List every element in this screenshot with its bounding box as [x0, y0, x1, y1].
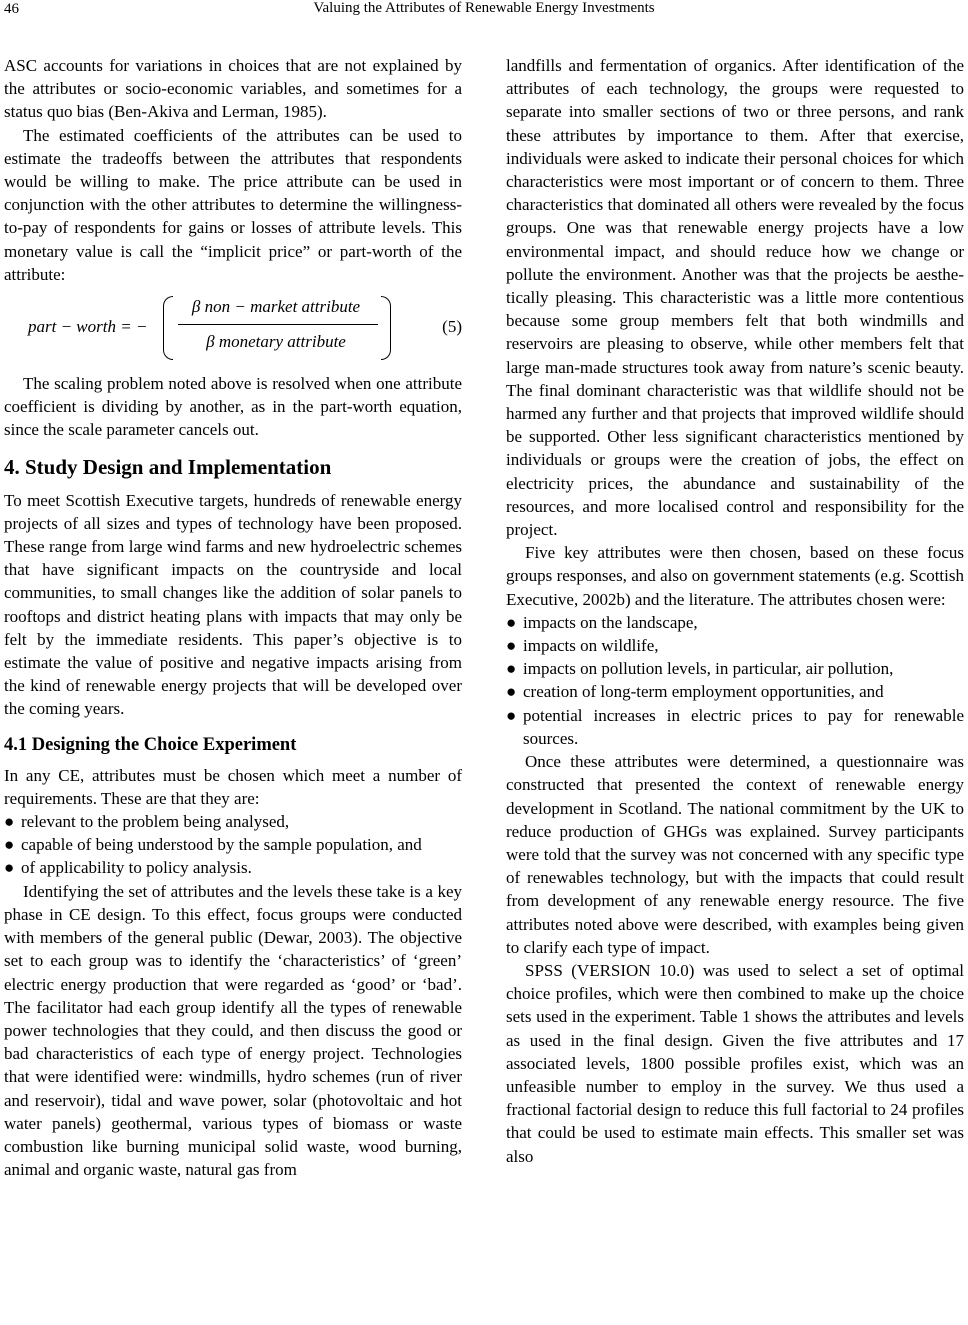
list-item-text: impacts on pollution levels, in particular, air pollution, — [523, 659, 894, 679]
list-item — [506, 704, 964, 750]
part-worth-equation — [4, 290, 462, 368]
page-number: 46 — [4, 1, 19, 17]
paragraph: landfills and fermentation of organics. After identification of the attributes of each technology, the groups were requested to separate into smaller sections of two or three persons, and rank these attributes by importance to them. After that exercise, individuals were asked to indicate their personal choices for which characteristics were most important or of concern to them. Three characteristics that dominated all others were revealed by the focus groups. One was that renewable energy projects have a low environmental impact, and should reduce how we change or pollute the environment. Another was that the projects be aesthe- tically pleasing. This characteristic was a little more contentious because some group members felt that both windmills and reservoirs are pleasing to observe, while other members felt that large man-made structures took away from nature’s scenic beauty. The final dominant characteristic was that wildlife should not be harmed any further and that projects that improved wildlife should be supported. Other less significant characteristics mentioned by individuals or groups were the creation of jobs, the effect on electricity prices, the abundance and sustainability of the resources, and more localised control and responsibility for the project. — [506, 56, 964, 540]
list-item — [506, 634, 964, 657]
bullet-icon: ● — [4, 812, 15, 832]
list-item-text: capable of being understood by the sample population, and — [21, 835, 422, 855]
left-column — [4, 54, 462, 1181]
page-header — [0, 0, 968, 22]
attributes-list — [506, 611, 964, 750]
equation-numerator: β non − market attribute — [191, 297, 361, 317]
list-item — [506, 611, 964, 634]
list-item-text: impacts on the landscape, — [523, 612, 698, 632]
bullet-icon: ● — [4, 835, 15, 855]
list-item-text: relevant to the problem being analysed, — [21, 812, 290, 832]
right-column — [506, 54, 964, 1168]
paragraph: The estimated coefficients of the attributes can be used to estimate the tradeoffs between the attributes that respondents would be willing to make. The price attribute can be used in conjunction with the other attributes to determine the willingness-to-pay of respondents for gains or losses of attribute levels. This monetary value is call the “implicit price” or part-worth of the attribute: — [4, 125, 462, 284]
paragraph: SPSS (VERSION 10.0) was used to select a set of optimal choice profiles, which were then combined to make up the choice sets used in the experiment. Table 1 shows the attributes and levels as used in the final design. Given the five attributes and 17 associated levels, 1800 possible profiles exist, which was an unfeasible number to employ in the survey. We thus used a fractional factorial design to reduce this full factorial to 24 profiles that could be used to estimate main effects. This smaller set was also — [506, 960, 964, 1166]
list-item-text: creation of long-term employment opportunities, and — [523, 682, 884, 702]
equation-number: (5) — [442, 317, 462, 337]
list-item — [506, 680, 964, 703]
list-item — [4, 833, 462, 856]
right-parenthesis — [381, 296, 391, 360]
subsection-heading: 4.1 Designing the Choice Experiment — [4, 734, 297, 755]
paragraph: ASC accounts for variations in choices that are not explained by the attributes or socio-economic variables, and sometimes for a status quo bias (Ben-Akiva and Lerman, 1985). — [4, 56, 462, 122]
left-parenthesis — [163, 296, 173, 360]
paragraph: To meet Scottish Executive targets, hundreds of renewable energy projects of all sizes and types of technology have been proposed. These range from large wind farms and new hydroelectric schemes that have significant impacts on the countryside and local communities, to small changes like the addition of solar panels to rooftops and district heating plans with impacts that may only be felt by the immediate residents. This paper’s objective is to estimate the value of positive and negative impacts arising from the kind of renewable energy projects that will be developed over the coming years. — [4, 490, 462, 719]
section-heading: 4. Study Design and Implementation — [4, 454, 332, 479]
list-item-text: impacts on wildlife, — [523, 636, 659, 656]
equation-denominator: β monetary attribute — [206, 332, 346, 352]
paragraph: Once these attributes were determined, a questionnaire was constructed that presented the context of renewable energy development in Scotland. The national commitment by the UK to reduce production of GHGs was explained. Survey participants were told that the survey was not concerned with any specific type of renewables technology, but with the impacts that could result from development of any renewable energy resource. The five attributes noted above were described, with examples being given to clarify each type of impact. — [506, 752, 964, 957]
requirements-list — [4, 810, 462, 880]
list-item — [4, 856, 462, 879]
bullet-icon: ● — [506, 612, 517, 632]
paragraph: In any CE, attributes must be chosen which meet a number of requirements. These are that they are: — [4, 765, 462, 808]
bullet-icon: ● — [506, 705, 517, 725]
bullet-icon: ● — [4, 858, 15, 878]
bullet-icon: ● — [506, 636, 517, 656]
list-item — [4, 810, 462, 833]
fraction-bar — [178, 324, 378, 325]
list-item-text: of applicability to policy analysis. — [21, 858, 252, 878]
bullet-icon: ● — [506, 682, 517, 702]
running-title: Valuing the Attributes of Renewable Energy Investments — [313, 0, 655, 16]
paragraph: The scaling problem noted above is resolved when one attribute coefficient is dividing by another, as in the part-worth equation, since the scale parameter cancels out. — [4, 374, 462, 440]
paragraph: Identifying the set of attributes and the levels these take is a key phase in CE design. To this effect, focus groups were conducted with members of the general public (Dewar, 2003). The objective set to each group was to identify the ‘characteristics’ of ‘green’ electric energy production that were regarded as ‘good’ or ‘bad’. The facilitator had each group identify all the types of renewable power technologies that they could, and then discuss the good or bad characteristics of each type of energy project. Technologies that were identified were: windmills, hydro schemes (run of river and reservoir), tidal and wave power, solar (photovoltaic and hot water panels) geothermal, various types of biomass or waste combustion like burning municipal solid waste, wood burning, animal and organic waste, natural gas from — [4, 881, 462, 1180]
list-item — [506, 657, 964, 680]
list-item-text: potential increases in electric prices to pay for renewable sources. — [523, 705, 964, 748]
paragraph: Five key attributes were then chosen, based on these focus groups responses, and also on government statements (e.g. Scottish Executive, 2002b) and the literature. The attributes chosen were: — [506, 543, 964, 609]
equation-lhs: part − worth = − — [28, 317, 148, 337]
bullet-icon: ● — [506, 659, 517, 679]
